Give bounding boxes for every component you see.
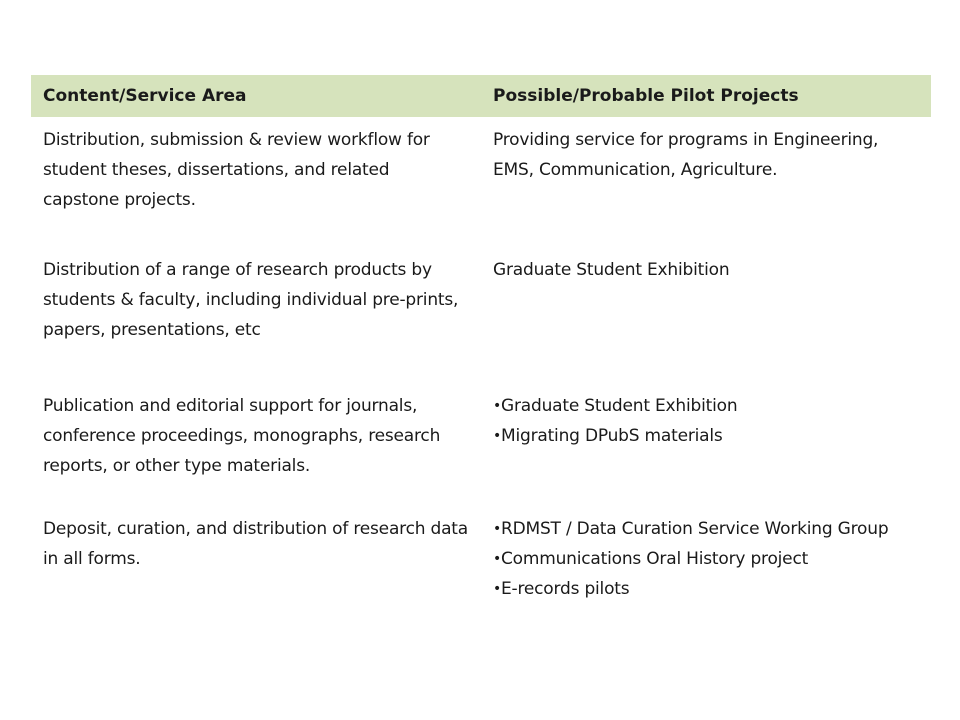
table-row	[31, 117, 931, 253]
list-item: • Migrating DPubS materials	[493, 421, 923, 451]
bullet-icon: •	[493, 581, 502, 597]
bullet-icon: •	[493, 398, 502, 414]
table-header-row	[31, 75, 931, 117]
bullet-icon: •	[493, 428, 502, 444]
area-cell: Distribution of a range of research products by students & faculty, including individual pre-prints, papers, presentations, etc	[43, 260, 459, 340]
area-cell: Publication and editorial support for journals, conference proceedings, monographs, research reports, or other type materials.	[43, 396, 441, 476]
projects-list	[493, 514, 923, 604]
pilot-projects-table	[31, 75, 931, 652]
list-item: • E-records pilots	[493, 574, 923, 604]
header-content-service-area: Content/Service Area	[43, 86, 247, 106]
area-cell: Deposit, curation, and distribution of research data in all forms.	[43, 519, 468, 569]
bullet-icon: •	[493, 521, 502, 537]
projects-cell	[480, 514, 931, 652]
bullet-icon: •	[493, 551, 502, 567]
list-item: • RDMST / Data Curation Service Working Group	[493, 514, 923, 544]
table-row	[31, 389, 931, 512]
table-row	[31, 512, 931, 652]
list-item: • Communications Oral History project	[493, 544, 923, 574]
header-pilot-projects: Possible/Probable Pilot Projects	[493, 86, 799, 106]
projects-cell: Providing service for programs in Engineering, EMS, Communication, Agriculture.	[493, 130, 879, 180]
list-item: • Graduate Student Exhibition	[493, 391, 923, 421]
projects-cell: Graduate Student Exhibition	[493, 260, 730, 280]
projects-list	[493, 391, 923, 451]
area-cell: Distribution, submission & review workflow for student theses, dissertations, and related capstone projects.	[43, 130, 430, 210]
projects-cell	[480, 391, 931, 512]
table-row	[31, 253, 931, 389]
